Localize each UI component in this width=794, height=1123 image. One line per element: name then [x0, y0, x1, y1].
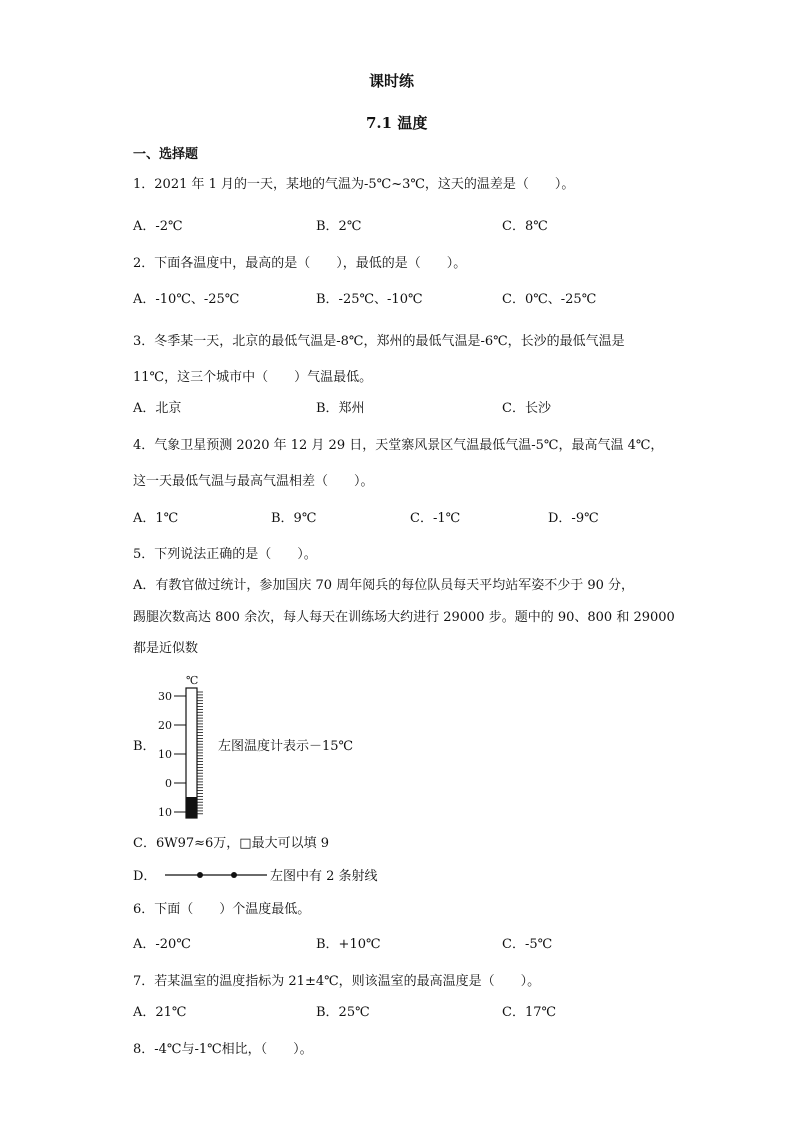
q6-option-b: B．+10℃ [316, 937, 381, 952]
q5-option-a-line2: 踢腿次数高达 800 余次，每人每天在训练场大约进行 29000 步。题中的 90、800 和 29000 [133, 610, 675, 625]
page-subtitle: 7.1 温度 [366, 114, 428, 132]
q1-option-b: B．2℃ [316, 219, 362, 234]
q8-stem: 8．-4℃与-1℃相比，（ ）。 [133, 1042, 313, 1057]
q5-option-d-text: 左图中有 2 条射线 [270, 869, 378, 884]
q3-option-c: C．长沙 [502, 401, 551, 416]
q5-option-d-label: D． [133, 869, 157, 884]
q5-option-b-text: 左图温度计表示－15℃ [218, 739, 354, 754]
thermo-label-neg10: 10 [158, 806, 172, 819]
q2-option-c: C．0℃、-25℃ [502, 292, 597, 307]
q4-stem-line2: 这一天最低气温与最高气温相差（ ）。 [133, 474, 374, 489]
thermo-label-30: 30 [158, 690, 172, 703]
point-1 [197, 872, 203, 878]
q3-option-b: B．郑州 [316, 401, 365, 416]
q7-option-a: A．21℃ [133, 1005, 187, 1020]
thermometer-figure [150, 672, 216, 824]
q2-option-b: B．-25℃、-10℃ [316, 292, 423, 307]
q2-stem: 2．下面各温度中，最高的是（ ），最低的是（ ）。 [133, 256, 467, 271]
point-2 [231, 872, 237, 878]
q6-option-c: C．-5℃ [502, 937, 553, 952]
ray-line-figure [163, 868, 269, 882]
q3-stem-line2: 11℃，这三个城市中（ ）气温最低。 [133, 370, 373, 385]
q4-option-a: A．1℃ [133, 511, 179, 526]
q3-stem-line1: 3．冬季某一天，北京的最低气温是-8℃，郑州的最低气温是-6℃，长沙的最低气温是 [133, 334, 625, 349]
q7-stem: 7．若某温室的温度指标为 21±4℃，则该温室的最高温度是（ ）。 [133, 974, 541, 989]
q5-stem: 5．下列说法正确的是（ ）。 [133, 547, 317, 562]
q2-option-a: A．-10℃、-25℃ [133, 292, 240, 307]
section-heading: 一、选择题 [133, 147, 199, 162]
q7-option-b: B．25℃ [316, 1005, 370, 1020]
q3-option-a: A．北京 [133, 401, 182, 416]
thermometer-ticks [197, 692, 203, 814]
q6-option-a: A．-20℃ [133, 937, 191, 952]
q5-option-a-line1: A．有教官做过统计，参加国庆 70 周年阅兵的每位队员每天平均站军姿不少于 90 分， [133, 578, 635, 593]
q5-option-b-label: B． [133, 739, 156, 754]
q4-option-c: C．-1℃ [410, 511, 461, 526]
q4-option-b: B．9℃ [271, 511, 317, 526]
thermometer-unit: ℃ [186, 674, 199, 687]
q1-option-c: C．8℃ [502, 219, 548, 234]
q5-option-a-line3: 都是近似数 [133, 641, 199, 656]
q1-stem: 1．2021 年 1 月的一天，某地的气温为-5℃~3℃，这天的温差是（ ）。 [133, 177, 575, 192]
q1-option-a: A．-2℃ [133, 219, 183, 234]
q4-option-d: D．-9℃ [548, 511, 599, 526]
page-title: 课时练 [369, 72, 415, 90]
q7-option-c: C．17℃ [502, 1005, 557, 1020]
thermo-label-0: 0 [165, 777, 172, 790]
thermometer-mercury [186, 797, 197, 818]
q6-stem: 6．下面（ ）个温度最低。 [133, 902, 311, 917]
thermo-label-20: 20 [158, 719, 172, 732]
q5-option-c: C．6W97≈6万，□最大可以填 9 [133, 836, 329, 851]
thermo-label-10: 10 [158, 748, 172, 761]
q4-stem-line1: 4．气象卫星预测 2020 年 12 月 29 日，天堂寨风景区气温最低气温-5℃，最高气温 4℃， [133, 438, 664, 453]
